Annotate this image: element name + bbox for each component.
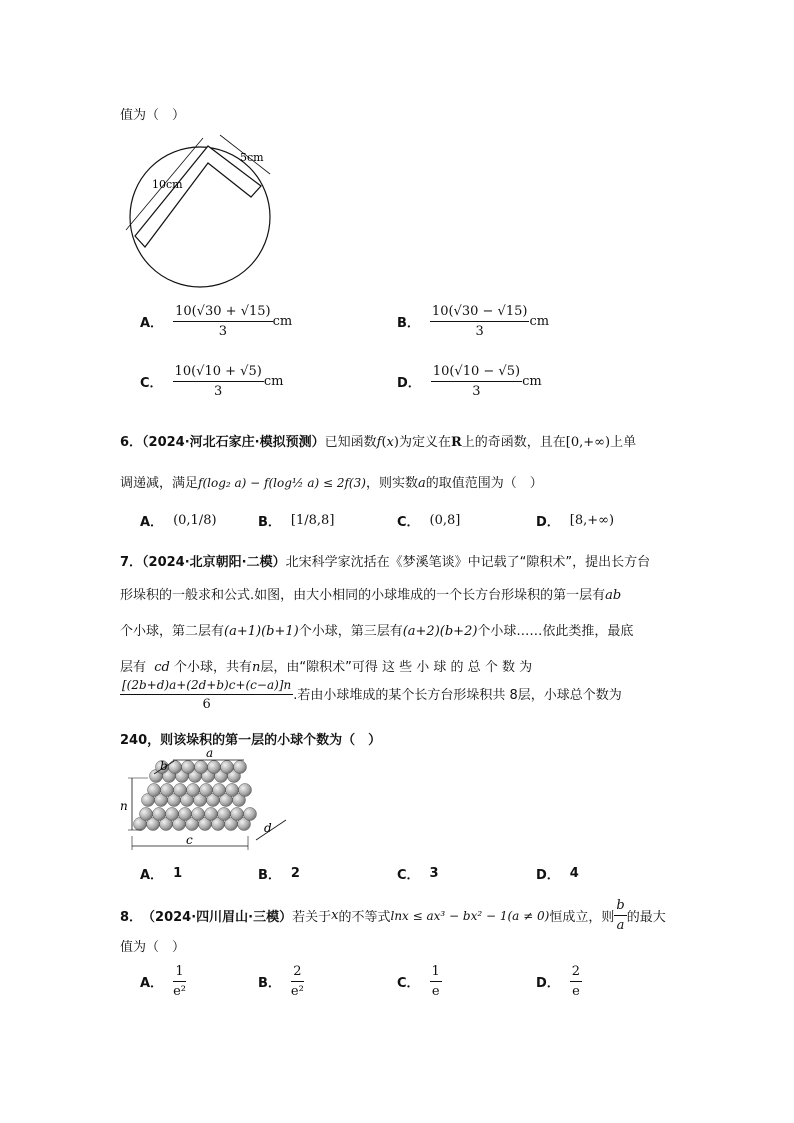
q6-line-2: 调递减，满足f(log₂ a) − f(log½ a) ≤ 2f(3)，则实数a的取值范围为（ ） xyxy=(120,476,543,491)
math: (a+2)(b+2) xyxy=(402,624,478,639)
q7-label-c: c xyxy=(186,833,193,847)
text: 北宋科学家沈括在《梦溪笔谈》中记载了“隙积术”，提出长方台 xyxy=(285,555,651,570)
unit: cm xyxy=(529,314,550,329)
ball xyxy=(169,761,182,774)
q7-line-1 xyxy=(120,551,650,570)
option-label: D． xyxy=(536,976,560,991)
ball xyxy=(195,761,208,774)
frac-part: 10 xyxy=(462,364,480,379)
q7-line-4 xyxy=(120,656,532,675)
ball xyxy=(161,784,174,797)
q8-line-1 xyxy=(120,898,666,933)
ball xyxy=(166,808,179,821)
q6-option-a xyxy=(140,511,217,530)
ball xyxy=(153,808,166,821)
option-value: 1 xyxy=(173,866,183,881)
ratio-den: a xyxy=(616,918,625,933)
frac-num: 1 xyxy=(430,964,442,982)
option-value: (0,1/8) xyxy=(173,513,217,528)
unit: cm xyxy=(272,314,293,329)
text: 的最大 xyxy=(626,910,666,925)
question-source: （2024·北京朝阳·二模） xyxy=(142,555,286,570)
q7-formula xyxy=(120,678,293,712)
option-label: A． xyxy=(140,515,164,530)
ball xyxy=(179,808,192,821)
question-source: （2024·河北石家庄·模拟预测） xyxy=(142,435,325,450)
frac-part: 30 xyxy=(204,304,222,319)
ball xyxy=(205,808,218,821)
text: 上的奇函数，且在 xyxy=(461,435,566,450)
option-value: 4 xyxy=(569,866,579,881)
ball xyxy=(231,808,244,821)
option-label: A． xyxy=(140,976,164,991)
ball xyxy=(213,784,226,797)
option-label: B． xyxy=(258,868,281,883)
frac-part: 5 xyxy=(248,364,257,379)
interval: [0,+∞) xyxy=(565,435,611,450)
q8-inequality: lnx ≤ ax³ − bx² − 1(a ≠ 0) xyxy=(390,908,550,923)
option-value: 3 xyxy=(429,866,439,881)
option-value: [8,+∞) xyxy=(569,513,615,528)
frac-den: e xyxy=(431,984,440,999)
ratio-num: b xyxy=(614,898,626,916)
q7-option-b xyxy=(258,864,300,883)
formula-denominator: 6 xyxy=(202,697,211,712)
frac-part: + xyxy=(225,304,237,319)
ball xyxy=(221,761,234,774)
frac-part: 30 xyxy=(461,304,479,319)
q8-option-b xyxy=(258,964,304,999)
frac-den: e² xyxy=(290,984,304,999)
text: 个小球，共有 xyxy=(174,660,253,675)
option-label: D． xyxy=(536,515,560,530)
option-label: A． xyxy=(140,868,164,883)
ball xyxy=(187,784,200,797)
frac-num: 1 xyxy=(173,964,185,982)
q5-option-b: B． $\frac{10(√30 - √15)}{3}$ cm xyxy=(397,304,550,339)
text: 个小球，第三层有 xyxy=(298,624,403,639)
math: ab xyxy=(605,588,622,603)
q5-tail-text: 值为（ ） xyxy=(120,108,186,123)
q8-ratio xyxy=(614,898,626,933)
text: 个小球，第二层有 xyxy=(120,624,225,639)
question-number: 8． xyxy=(120,910,143,925)
text: 层有 xyxy=(120,660,147,675)
option-label: D． xyxy=(397,376,421,391)
text: ，则实数 xyxy=(365,476,418,491)
q7-balls xyxy=(134,761,257,831)
q7-line-3 xyxy=(120,620,633,639)
unit: cm xyxy=(522,374,542,389)
q5-option-d: D． $\frac{10(√10 - √5)}{3}$ cm xyxy=(397,364,542,399)
text: 若关于 xyxy=(292,910,332,925)
ball xyxy=(182,761,195,774)
option-label: C． xyxy=(140,376,163,391)
q8-option-c xyxy=(397,964,442,999)
q8-line-2: 值为（ ） xyxy=(120,940,186,955)
option-label: D． xyxy=(536,868,560,883)
math: cd xyxy=(154,660,170,675)
text: .若由小球堆成的某个长方台形垛积共 8层，小球总个数为 xyxy=(293,687,622,703)
q7-line-2 xyxy=(120,584,621,603)
frac-den: e xyxy=(572,984,580,999)
frac-den: 3 xyxy=(472,384,481,399)
q7-option-c xyxy=(397,864,439,883)
q5-option-a: A． $\frac{10(√30 + √15)}{3}$ cm xyxy=(140,304,293,339)
option-value: 2 xyxy=(290,866,300,881)
question-source: （2024·四川眉山·三模） xyxy=(142,910,293,925)
frac-part: 15 xyxy=(505,304,523,319)
frac-part: 5 xyxy=(506,364,515,379)
frac-den: 3 xyxy=(214,384,223,399)
frac-part: − xyxy=(483,364,495,379)
frac-part: + xyxy=(225,364,237,379)
ball xyxy=(234,761,247,774)
text: 调递减，满足 xyxy=(120,476,199,491)
q6-option-b xyxy=(258,511,334,530)
q6-inequality: f(log₂ a) − f(log½ a) ≤ 2f(3) xyxy=(198,476,366,490)
frac-part: 15 xyxy=(248,304,266,319)
frac-den: e² xyxy=(173,984,186,999)
frac-den: 3 xyxy=(218,324,227,339)
ball xyxy=(174,784,187,797)
q6-line-1: 6．（2024·河北石家庄·模拟预测）已知函数f(x)为定义在R上的奇函数，且在[0,+∞)上单 xyxy=(120,435,637,450)
q7-option-d xyxy=(536,864,579,883)
ball xyxy=(148,784,161,797)
frac-num: 2 xyxy=(291,964,303,982)
option-label: A． xyxy=(140,316,164,331)
q7-label-d: d xyxy=(264,821,272,835)
unit: cm xyxy=(263,374,284,389)
q7-option-a xyxy=(140,864,182,883)
option-label: B． xyxy=(397,316,420,331)
text: 的不等式 xyxy=(338,910,391,925)
question-number: 6． xyxy=(120,435,143,450)
ball xyxy=(244,808,257,821)
q7-label-b: b xyxy=(160,759,168,773)
frac-part: 10 xyxy=(204,364,221,379)
q6-option-d xyxy=(536,511,614,530)
text: 为定义在 xyxy=(398,435,451,450)
q8-option-a xyxy=(140,964,186,999)
text: 的取值范围为（ ） xyxy=(425,476,543,491)
formula-numerator: [(2b+d)a+(2d+b)c+(c−a)]n xyxy=(120,678,293,695)
ball xyxy=(208,761,221,774)
q5-option-c: C． $\frac{10(√10 + √5)}{3}$ cm xyxy=(140,364,284,399)
frac-part: − xyxy=(482,304,494,319)
option-label: C． xyxy=(397,976,420,991)
q7-label-a: a xyxy=(206,748,214,760)
ball xyxy=(200,784,213,797)
frac-num: 2 xyxy=(570,964,582,982)
q7-ball-stack-figure xyxy=(118,748,298,856)
ball xyxy=(218,808,231,821)
option-label: C． xyxy=(397,515,420,530)
math: (a+1)(b+1) xyxy=(224,624,299,639)
ball xyxy=(192,808,205,821)
ball xyxy=(226,784,239,797)
q8-option-d xyxy=(536,964,582,999)
option-label: B． xyxy=(258,515,281,530)
q7-line-6: 240，则该垛积的第一层的小球个数为（ ） xyxy=(120,733,382,748)
option-label: B． xyxy=(258,976,281,991)
frac-den: 3 xyxy=(475,324,484,339)
text: 恒成立，则 xyxy=(549,910,615,925)
q7-label-n: n xyxy=(120,799,128,813)
ball xyxy=(140,808,153,821)
text: R xyxy=(450,435,462,450)
text: 形垛积的一般求和公式.如图，由大小相同的小球堆成的一个长方台形垛积的第一层有 xyxy=(120,588,606,603)
q6-option-c xyxy=(397,511,460,530)
text: 已知函数 xyxy=(324,435,377,450)
text: 上单 xyxy=(610,435,637,450)
question-number: 7． xyxy=(120,555,143,570)
q5-circle-figure xyxy=(118,130,278,290)
q7-line-5 xyxy=(120,678,622,712)
math: n xyxy=(252,660,261,675)
text: 个小球……依此类推，最底 xyxy=(477,624,634,639)
option-label: C． xyxy=(397,868,420,883)
q5-label-5cm: 5cm xyxy=(240,151,264,164)
option-value: (0,8] xyxy=(429,513,461,528)
ball xyxy=(239,784,252,797)
q5-label-10cm: 10cm xyxy=(152,178,183,191)
text: 层，由“隙积术”可得 这 些 小 球 的 总 个 数 为 xyxy=(260,660,533,675)
option-value: [1/8,8] xyxy=(290,513,335,528)
math: x xyxy=(331,908,339,923)
